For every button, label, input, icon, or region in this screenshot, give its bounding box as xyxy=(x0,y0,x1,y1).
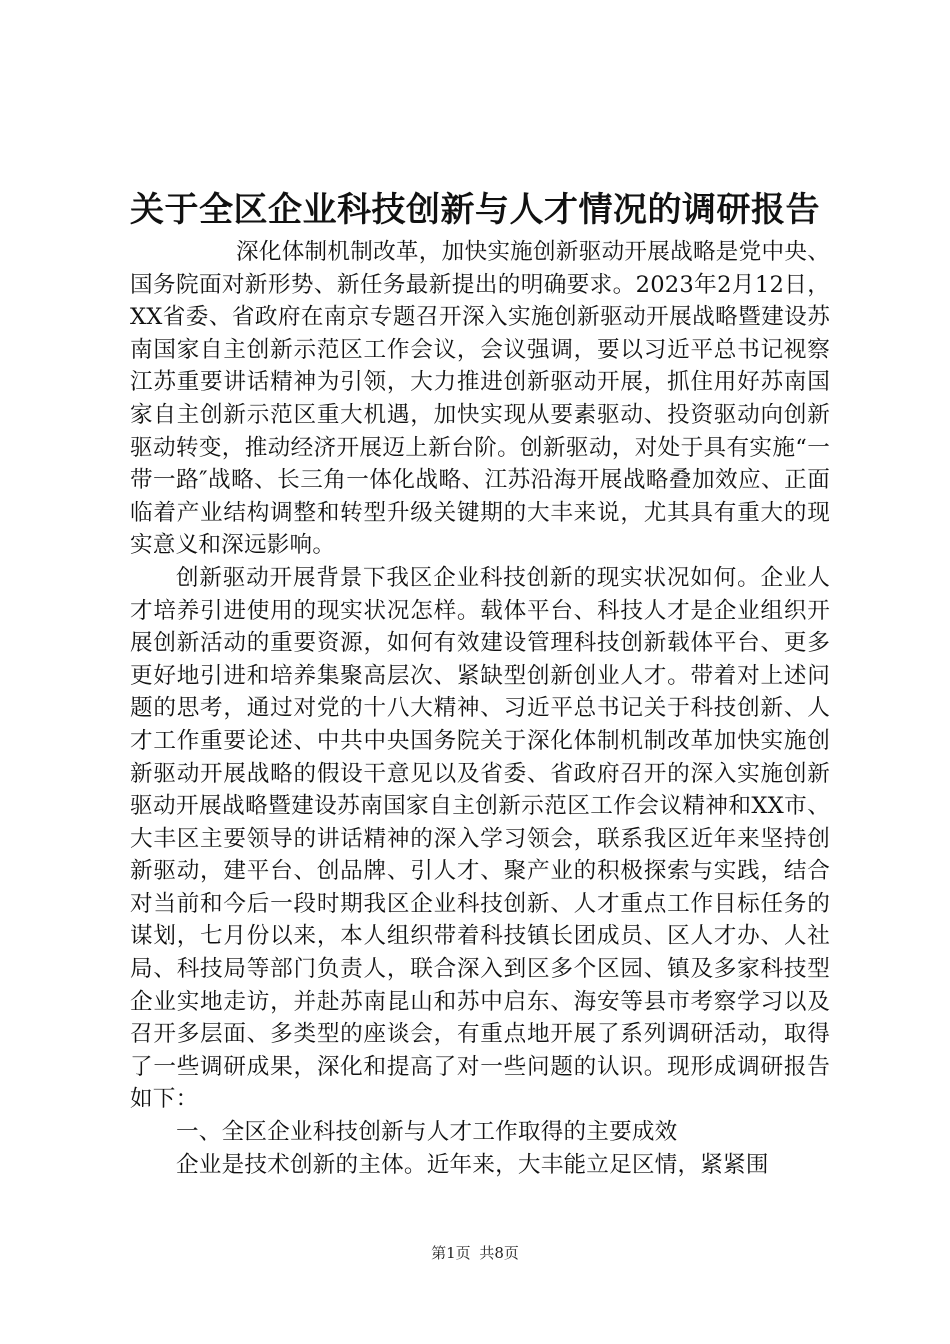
paragraph-intro: 深化体制机制改革，加快实施创新驱动开展战略是党中央、国务院面对新形势、新任务最新提出的明确要求。2023年2月12日，XX省委、省政府在南京专题召开深入实施创新驱动开展战略暨建设苏南国家自主创新示范区工作会议，会议强调，要以习近平总书记视察江苏重要讲话精神为引领，大力推进创新驱动开展，抓住用好苏南国家自主创新示范区重大机遇，加快实现从要素驱动、投资驱动向创新驱动转变，推动经济开展迈上新台阶。创新驱动，对处于具有实施“一带一路″战略、长三角一体化战略、江苏沿海开展战略叠加效应、正面临着产业结构调整和转型升级关键期的大丰来说，尤其具有重大的现实意义和深远影响。 xyxy=(130,239,831,559)
paragraph-section-start: 企业是技术创新的主体。近年来，大丰能立足区情，紧紧围 xyxy=(176,1151,769,1178)
section-heading: 一、全区企业科技创新与人才工作取得的主要成效 xyxy=(176,1119,678,1146)
page-number: 第1页 xyxy=(431,1244,471,1262)
page-total: 共8页 xyxy=(479,1244,519,1262)
document-body xyxy=(130,236,830,1181)
document-title: 关于全区企业科技创新与人才情况的调研报告 xyxy=(130,190,820,230)
paragraph-background: 创新驱动开展背景下我区企业科技创新的现实状况如何。企业人才培养引进使用的现实状况怎样。载体平台、科技人才是企业组织开展创新活动的重要资源，如何有效建设管理科技创新载体平台、更多更好地引进和培养集聚高层次、紧缺型创新创业人才。带着对上述问题的思考，通过对党的十八大精神、习近平总书记关于科技创新、人才工作重要论述、中共中央国务院关于深化体制机制改革加快实施创新驱动开展战略的假设干意见以及省委、省政府召开的深入实施创新驱动开展战略暨建设苏南国家自主创新示范区工作会议精神和XX市、大丰区主要领导的讲话精神的深入学习领会，联系我区近年来坚持创新驱动，建平台、创品牌、引人才、聚产业的积极探索与实践，结合对当前和今后一段时期我区企业科技创新、人才重点工作目标任务的谋划，七月份以来，本人组织带着科技镇长团成员、区人才办、人社局、科技局等部门负责人，联合深入到区多个区园、镇及多家科技型企业实地走访，并赴苏南昆山和苏中启东、海安等县市考察学习以及召开多层面、多类型的座谈会，有重点地开展了系列调研活动，取得了一些调研成果，深化和提高了对一些问题的认识。现形成调研报告如下： xyxy=(130,564,830,1113)
page-footer xyxy=(0,1243,950,1263)
